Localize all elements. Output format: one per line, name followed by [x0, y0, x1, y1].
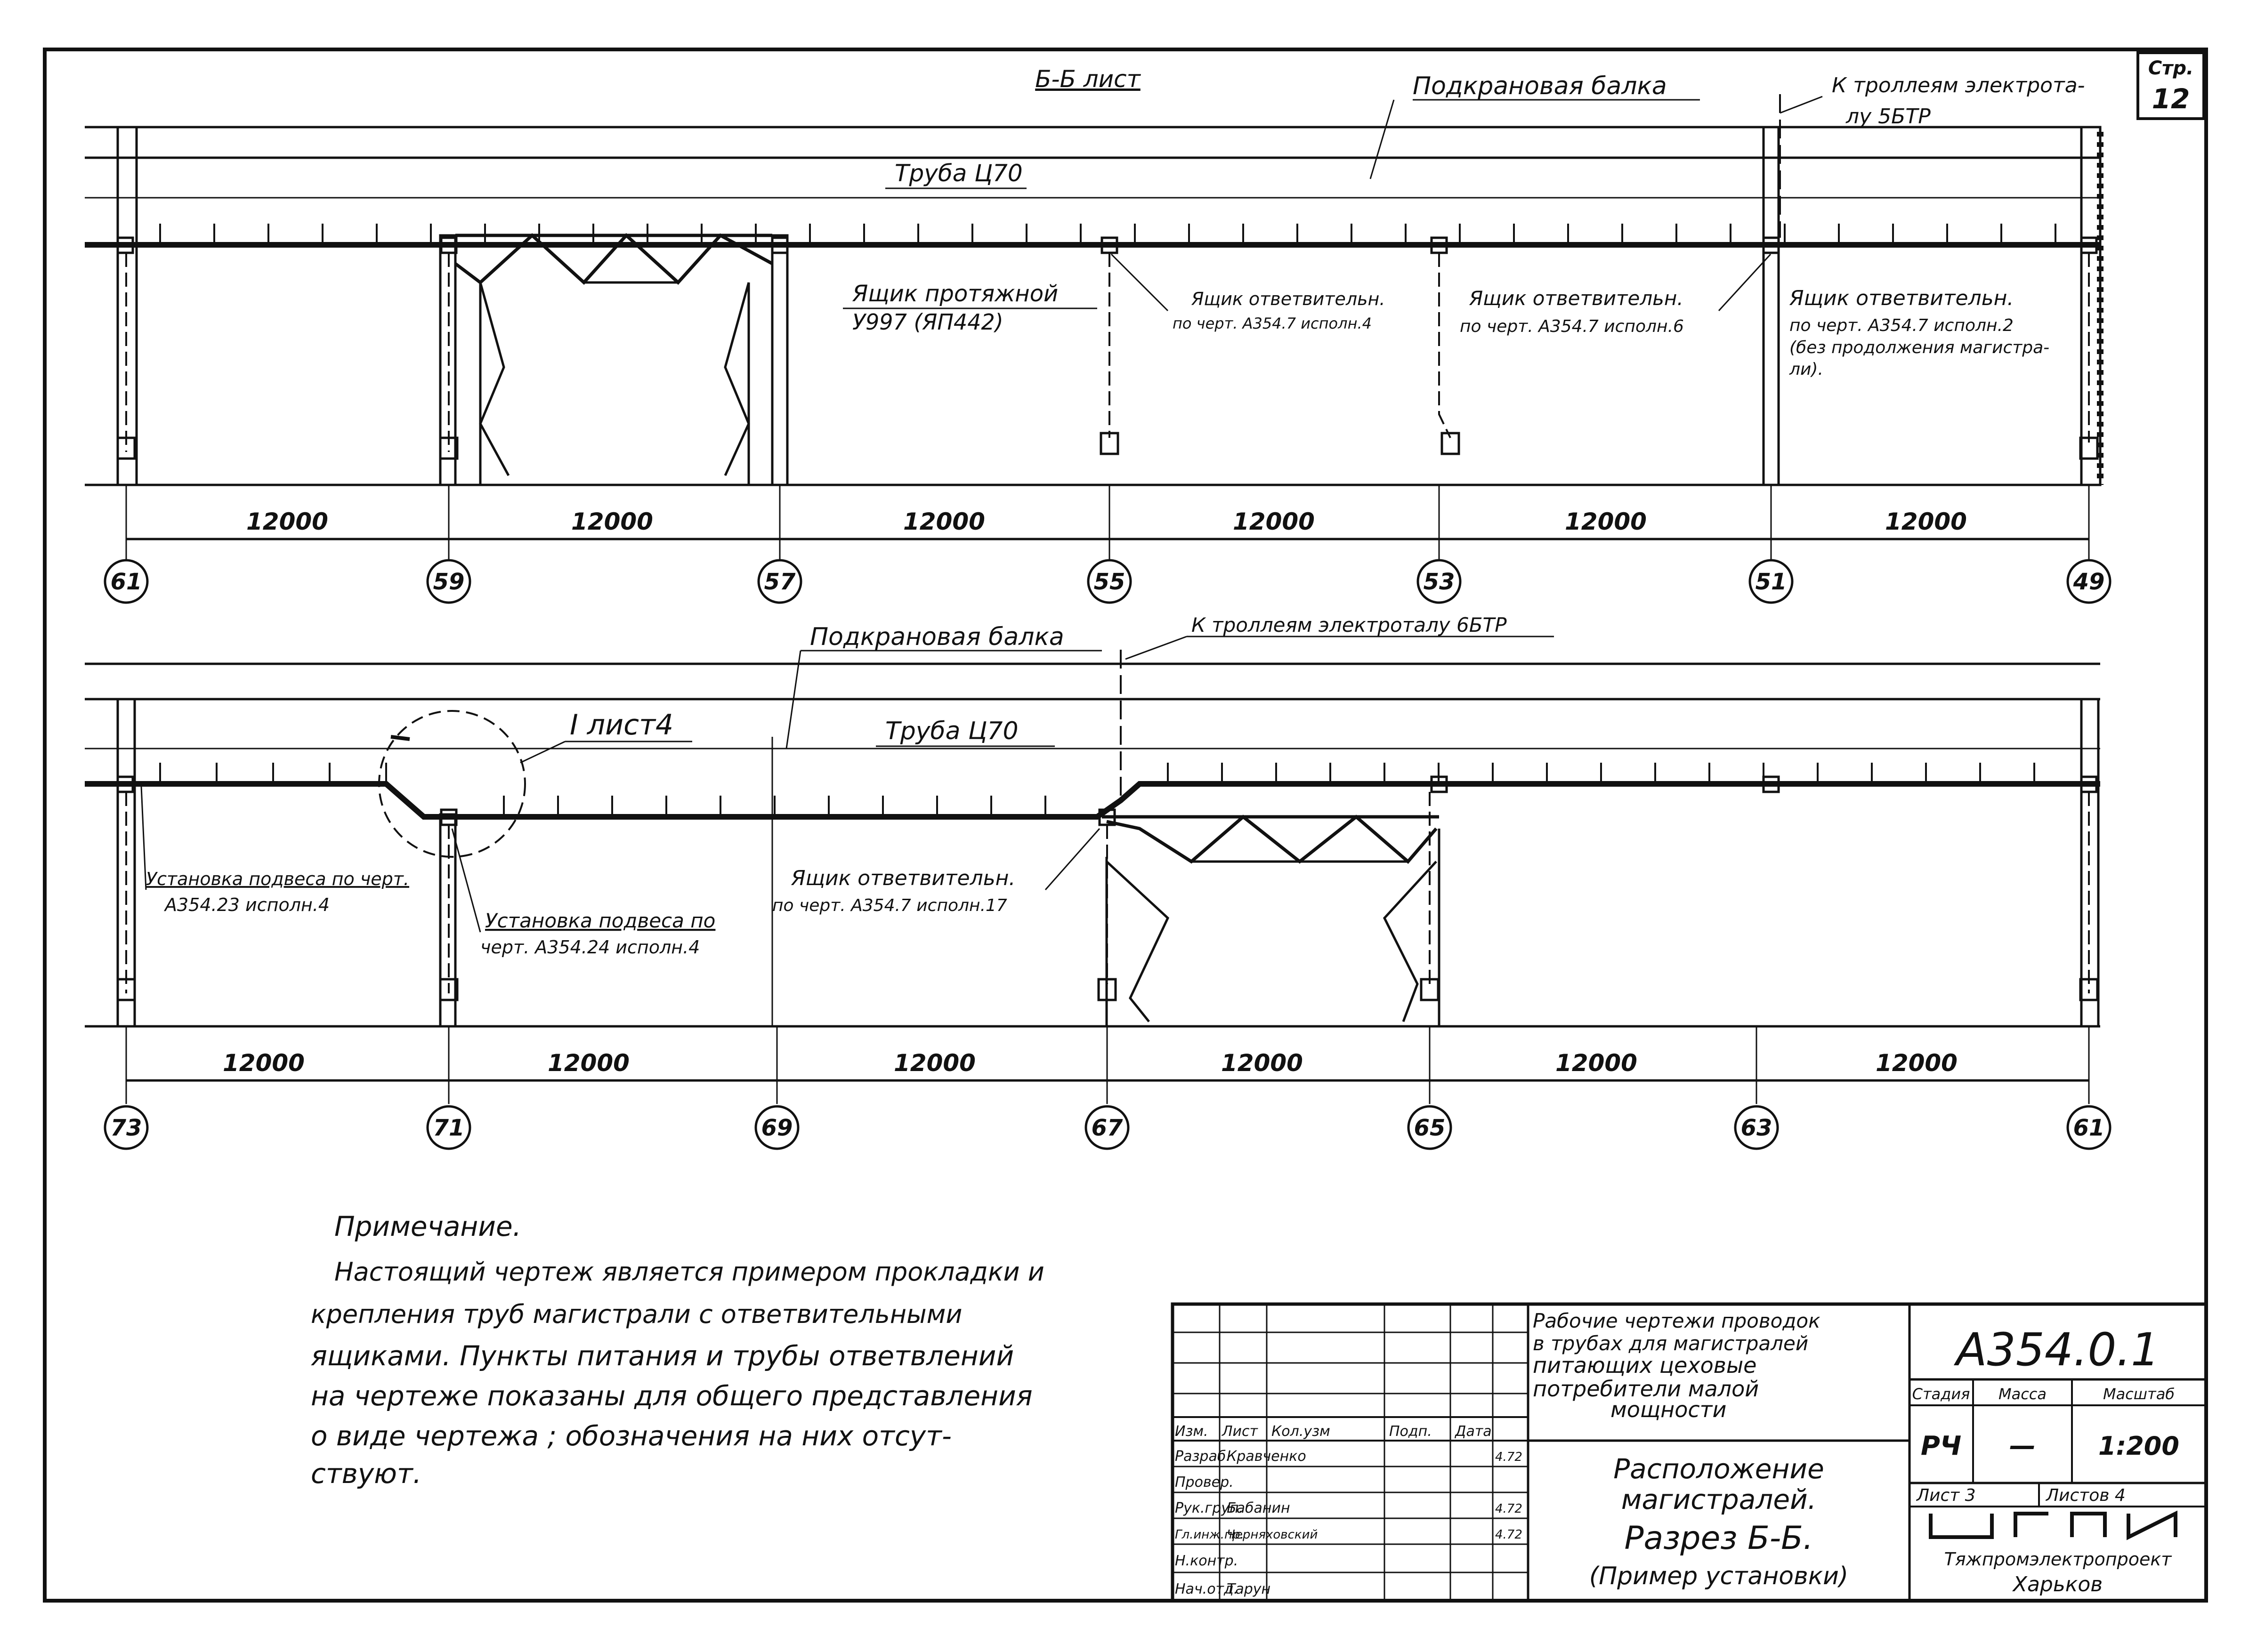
pipe-label: Труба Ц70: [895, 160, 1023, 187]
dimension-labels: [246, 508, 1967, 535]
span-dimension: 12000: [1876, 1049, 1958, 1077]
sig-role: Н.контр.: [1175, 1553, 1238, 1569]
sig-header: Дата: [1455, 1423, 1492, 1440]
sheet-label: Лист 3: [1917, 1486, 1976, 1505]
doc-code: А354.0.1: [1956, 1323, 2160, 1376]
note-line: ящиками. Пункты питания и трубы ответвлений: [311, 1340, 1014, 1372]
project-title-line: мощности: [1610, 1397, 1727, 1422]
box-branch-ref: по черт. А354.7 исполн.2: [1789, 316, 2014, 335]
sig-date: 4.72: [1495, 1528, 1522, 1542]
stage-value: РЧ: [1920, 1431, 1962, 1461]
note-title: Примечание.: [334, 1210, 522, 1242]
box-branch-note-2: ли).: [1789, 360, 1823, 379]
sig-role: Разраб.: [1175, 1448, 1230, 1465]
dimension-labels: [223, 1049, 1958, 1077]
sheet-title-line: Разрез Б-Б.: [1624, 1520, 1813, 1557]
axis-marker: [1735, 1026, 1778, 1149]
sig-person: Черняховский: [1227, 1528, 1318, 1542]
sig-person: Тарун: [1227, 1581, 1271, 1597]
upper-section: [85, 65, 2110, 603]
scale-value: 1:200: [2098, 1431, 2179, 1461]
axis-markers: [105, 485, 2110, 603]
box-branch-label: Ящик ответвительн.: [1191, 289, 1385, 309]
page-label: Стр.: [2148, 57, 2194, 79]
mass-header: Масса: [1998, 1385, 2047, 1403]
project-title-line: потребители малой: [1533, 1376, 1759, 1402]
axis-label: 69: [761, 1115, 793, 1141]
sheet-title-line: Расположение: [1613, 1453, 1824, 1485]
axis-label: 63: [1740, 1115, 1772, 1141]
hanger-ref: А354.23 исполн.4: [165, 894, 330, 915]
axis-label: 61: [2073, 1115, 2105, 1141]
title-block: [1173, 1304, 2206, 1601]
hanger-label: Установка подвеса по: [485, 909, 716, 932]
sheet-title-line: магистралей.: [1621, 1483, 1817, 1515]
note-line: на чертеже показаны для общего представления: [311, 1380, 1033, 1412]
span-dimension: 12000: [1565, 508, 1647, 535]
page-number: 12: [2152, 83, 2190, 115]
axis-label: 65: [1414, 1115, 1446, 1141]
stage-header: Стадия: [1912, 1385, 1970, 1403]
axis-marker: [759, 485, 801, 603]
span-dimension: 12000: [246, 508, 328, 535]
span-dimension: 12000: [1885, 508, 1967, 535]
mass-value: —: [2009, 1431, 2036, 1461]
note-line: о виде чертежа ; обозначения на них отсут-: [311, 1420, 952, 1452]
scale-header: Масштаб: [2103, 1385, 2175, 1403]
sig-header: Подп.: [1389, 1423, 1432, 1440]
axis-label: 59: [433, 569, 465, 595]
trolley-label: К троллеям электрота-: [1832, 73, 2085, 97]
axis-marker: [428, 1026, 470, 1149]
note-line: ствуют.: [311, 1458, 422, 1490]
sig-person: Бабанин: [1227, 1500, 1290, 1516]
column: [2081, 127, 2100, 485]
axis-marker: [756, 1026, 798, 1149]
span-dimension: 12000: [903, 508, 985, 535]
sig-date: 4.72: [1495, 1502, 1522, 1516]
axis-label: 61: [110, 569, 142, 595]
org-city: Харьков: [2013, 1572, 2103, 1596]
beam-label: Подкрановая балка: [810, 623, 1064, 651]
axis-marker: [2068, 1026, 2110, 1149]
axis-marker: [1088, 485, 1131, 603]
axis-marker: [1408, 1026, 1451, 1149]
sheets-label: Листов 4: [2046, 1486, 2126, 1505]
axis-label: 71: [433, 1115, 465, 1141]
sheet-title-line: (Пример установки): [1589, 1562, 1849, 1590]
box-branch-ref: по черт. А354.7 исполн.17: [772, 896, 1007, 915]
org-logo: [1931, 1514, 2176, 1537]
span-dimension: 12000: [571, 508, 653, 535]
lower-section: [85, 613, 2110, 1149]
branch-drops: [118, 94, 2097, 459]
trolley-label-2: лу 5БТР: [1846, 105, 1931, 129]
branch-drops: [118, 650, 2097, 1000]
box-branch-label: Ящик ответвительн.: [1469, 287, 1683, 310]
pipe-label: Труба Ц70: [885, 717, 1019, 745]
sig-role: Гл.инж.пр.: [1175, 1528, 1244, 1542]
axis-marker: [428, 485, 470, 603]
project-title-line: питающих цеховые: [1533, 1353, 1757, 1378]
box-pull-code: У997 (ЯП442): [852, 309, 1003, 335]
section-title: Б-Б лист: [1035, 65, 1141, 93]
signature-grid: [1173, 1304, 1528, 1601]
truss: [1102, 817, 1439, 1026]
pipe-main: [85, 784, 2100, 817]
axis-markers: [105, 1026, 2110, 1149]
span-dimension: 12000: [1555, 1049, 1637, 1077]
box-pull-label: Ящик протяжной: [852, 281, 1059, 307]
detail-label: I лист4: [570, 709, 674, 741]
span-dimension: 12000: [1233, 508, 1315, 535]
sig-person: Кравченко: [1227, 1448, 1306, 1465]
sig-header: Изм.: [1175, 1423, 1208, 1440]
note: [311, 1210, 1044, 1490]
box-branch-ref: по черт. А354.7 исполн.4: [1173, 314, 1372, 332]
note-line: Настоящий чертеж является примером прокладки и: [334, 1257, 1044, 1287]
axis-label: 57: [764, 569, 796, 595]
sig-role: Нач.отд.: [1175, 1581, 1238, 1597]
axis-label: 73: [110, 1115, 142, 1141]
beam-label: Подкрановая балка: [1413, 72, 1667, 100]
sig-header: Кол.узм: [1271, 1423, 1330, 1440]
axis-marker: [1418, 485, 1460, 603]
span-dimension: 12000: [548, 1049, 630, 1077]
project-title-line: Рабочие чертежи проводок: [1533, 1309, 1820, 1332]
axis-marker: [2068, 485, 2110, 603]
sig-date: 4.72: [1495, 1450, 1522, 1464]
column: [1764, 127, 1779, 485]
sig-header: Лист: [1222, 1423, 1258, 1440]
sig-role: Провер.: [1175, 1474, 1234, 1491]
org-name: Тяжпромэлектропроект: [1944, 1549, 2172, 1570]
axis-marker: [105, 1026, 147, 1149]
span-dimension: 12000: [1221, 1049, 1303, 1077]
span-dimension: 12000: [223, 1049, 305, 1077]
hanger-ref: черт. А354.24 исполн.4: [480, 937, 700, 958]
box-branch-note: (без продолжения магистра-: [1789, 338, 2050, 357]
axis-label: 55: [1093, 569, 1125, 595]
axis-label: 53: [1423, 569, 1455, 595]
truss: [455, 235, 772, 485]
span-dimension: 12000: [894, 1049, 976, 1077]
axis-marker: [1086, 1026, 1128, 1149]
project-title-line: в трубах для магистралей: [1533, 1332, 1809, 1355]
trolley-label: К троллеям электроталу 6БТР: [1191, 613, 1507, 637]
hanger-label: Установка подвеса по черт.: [146, 869, 410, 889]
detail-circle: [379, 711, 525, 857]
axis-marker: [105, 485, 147, 603]
note-line: крепления труб магистрали с ответвительными: [311, 1299, 963, 1329]
axis-marker: [1750, 485, 1792, 603]
axis-label: 49: [2073, 569, 2105, 595]
sig-role: Рук.груп.: [1175, 1500, 1244, 1516]
box-branch-label: Ящик ответвительн.: [791, 866, 1016, 890]
box-branch-ref: по черт. А354.7 исполн.6: [1460, 317, 1684, 336]
axis-label: 51: [1755, 569, 1787, 595]
column: [772, 235, 787, 485]
axis-label: 67: [1091, 1115, 1123, 1141]
box-branch-label: Ящик ответвительн.: [1789, 286, 2014, 310]
